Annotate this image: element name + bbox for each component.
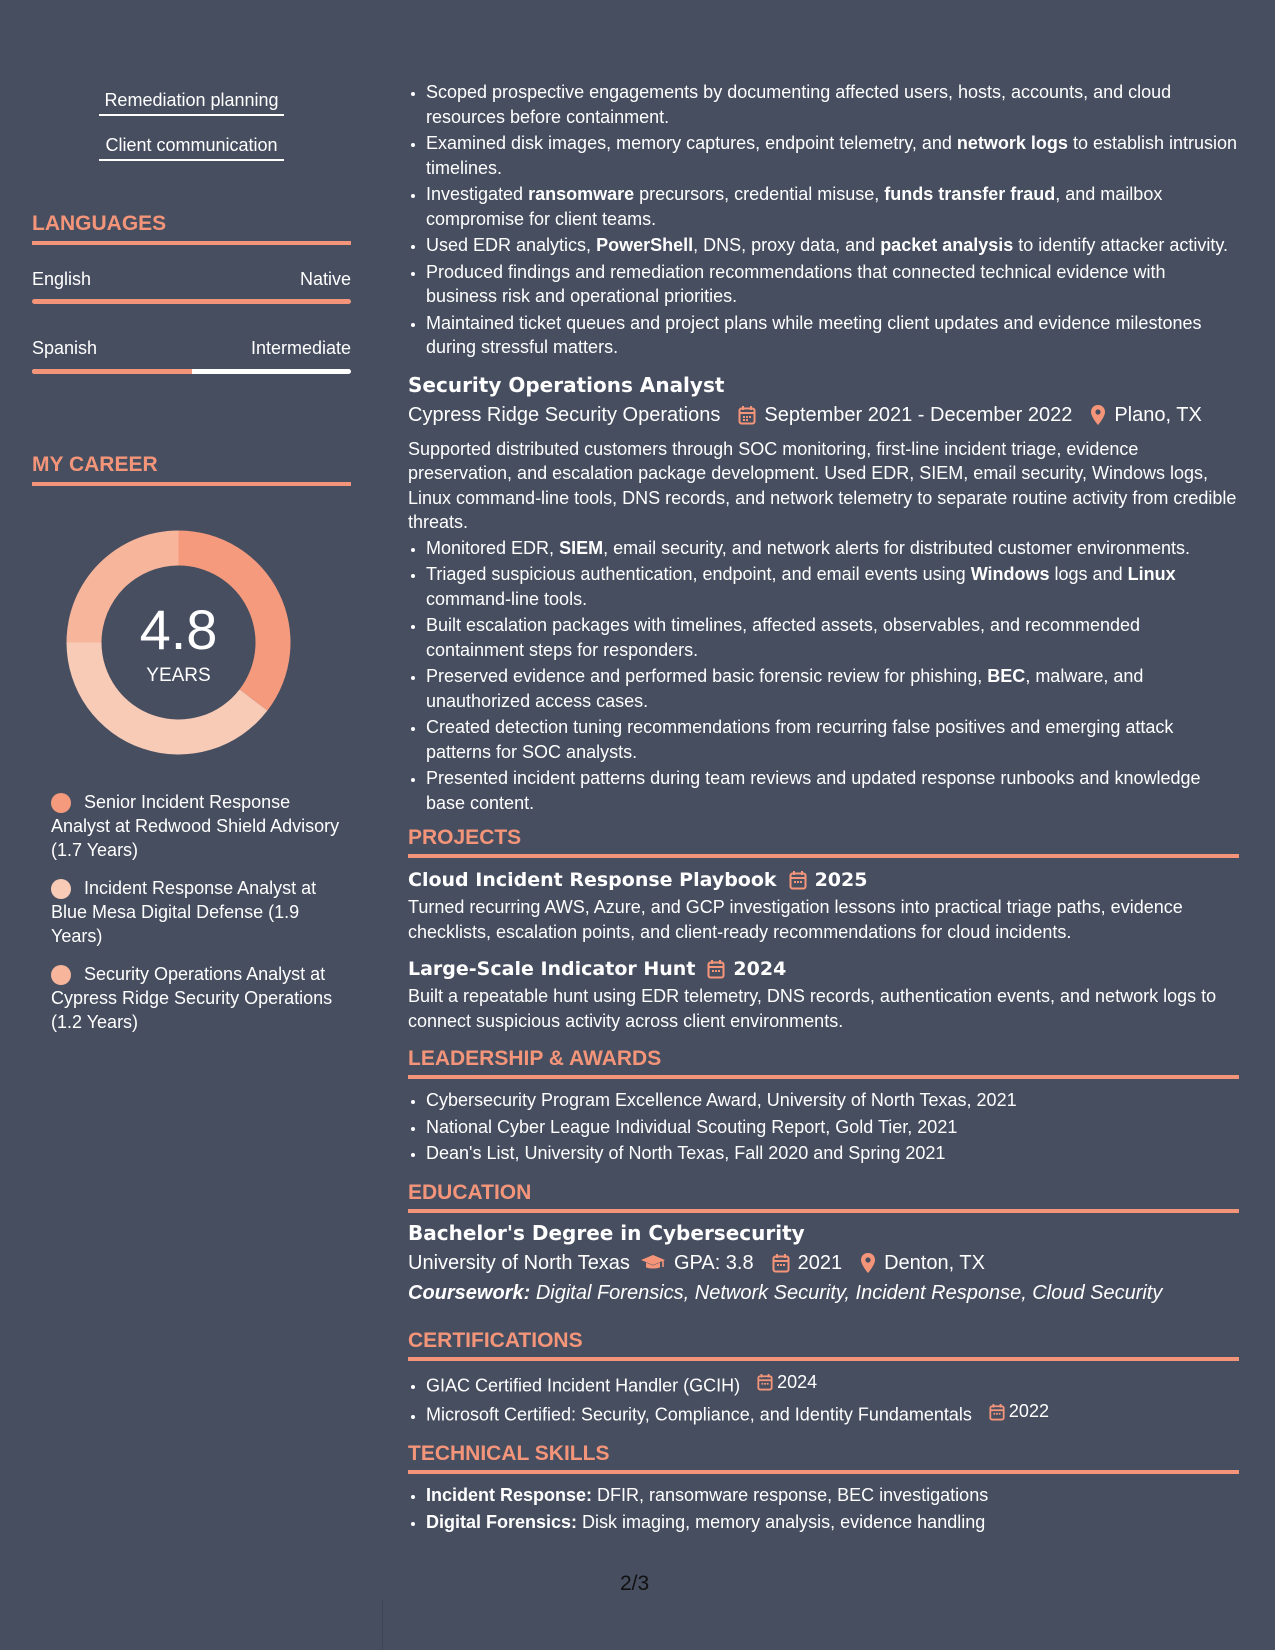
- project-description: Turned recurring AWS, Azure, and GCP investigation lessons into practical triage paths, evidence checklists, escalation points, and client-ready recommendations for cloud incidents.: [408, 897, 1183, 942]
- career-dot: [51, 879, 71, 899]
- leadership-list: [408, 1088, 1239, 1166]
- bullet-item: • Maintained ticket queues and project plans while meeting client updates and evidence milestones during stressful matters.: [426, 311, 1239, 360]
- language-bar-fill: [32, 299, 351, 304]
- technical-skills-heading: TECHNICAL SKILLS: [408, 1441, 1239, 1474]
- job-location: Plano, TX: [1114, 403, 1202, 426]
- career-legend-item: [51, 962, 341, 1034]
- graduation-year: 2021: [797, 1251, 843, 1274]
- language-bar-fill: [32, 369, 192, 374]
- calendar-icon: [757, 1373, 773, 1391]
- certification-year: 2022: [1008, 1401, 1049, 1422]
- project-description: Built a repeatable hunt using EDR telemetry, DNS records, authentication events, and network logs to connect suspicious activity across client environments.: [408, 986, 1217, 1031]
- calendar-icon: [789, 870, 807, 890]
- job-bullets: [408, 536, 1239, 816]
- job-summary: Supported distributed customers through SOC monitoring, first-line incident triage, evidence preservation, and escalation package development. Used EDR, SIEM, email security, Windows logs, Linux command-line tools, DNS records, and network telemetry to separate routine activity from credible threats.: [408, 438, 1237, 532]
- languages-heading: LANGUAGES: [32, 211, 351, 245]
- certification-item: [426, 1399, 1239, 1427]
- project-title: [408, 956, 1239, 982]
- skill-client-communication[interactable]: Client communication: [99, 133, 284, 161]
- bullet-item: • Triaged suspicious authentication, endpoint, and email events using Windows logs and Linux command-line tools.: [426, 562, 1239, 611]
- career-total-years: 4.8: [139, 598, 218, 661]
- project-name: Large-Scale Indicator Hunt: [408, 958, 696, 980]
- career-total-unit: YEARS: [146, 665, 211, 686]
- career-label: Senior Incident Response Analyst at Redwood Shield Advisory (1.7 Years): [51, 792, 340, 860]
- gpa: GPA: 3.8: [673, 1251, 754, 1274]
- certifications-list: [408, 1370, 1239, 1428]
- award-item: • Cybersecurity Program Excellence Award, University of North Texas, 2021: [426, 1088, 1239, 1113]
- coursework-list: Digital Forensics, Network Security, Incident Response, Cloud Security: [535, 1281, 1163, 1304]
- technical-skills-list: [408, 1483, 1239, 1534]
- career-legend-item: [51, 790, 341, 862]
- certification-name: GIAC Certified Incident Handler (GCIH): [426, 1374, 741, 1395]
- certification-year: 2024: [777, 1371, 818, 1392]
- job-dates: September 2021 - December 2022: [764, 403, 1073, 426]
- bullet-item: • Monitored EDR, SIEM, email security, and network alerts for distributed customer environments.: [426, 536, 1239, 561]
- job-company: Cypress Ridge Security Operations: [408, 403, 721, 426]
- project-name: Cloud Incident Response Playbook: [408, 869, 777, 891]
- career-legend: [51, 790, 341, 1048]
- career-label: Incident Response Analyst at Blue Mesa Digital Defense (1.9 Years): [51, 878, 317, 946]
- education-heading: EDUCATION: [408, 1180, 1239, 1213]
- skill-category: Digital Forensics:: [426, 1511, 578, 1532]
- certification-item: [426, 1370, 1239, 1398]
- language-name: Spanish: [32, 338, 98, 358]
- coursework: [408, 1280, 1239, 1306]
- bullet-item: • Created detection tuning recommendations from recurring false positives and emerging attack patterns for SOC analysts.: [426, 715, 1239, 764]
- calendar-icon: [707, 959, 725, 979]
- bullet-item: • Presented incident patterns during team reviews and updated response runbooks and knowledge base content.: [426, 766, 1239, 815]
- language-bar-english: [32, 299, 351, 304]
- school-name: University of North Texas: [408, 1251, 630, 1274]
- projects-heading: PROJECTS: [408, 825, 1239, 858]
- bullet-item: • Investigated ransomware precursors, credential misuse, funds transfer fraud, and mailbox compromise for client teams.: [426, 182, 1239, 231]
- bullet-item: • Used EDR analytics, PowerShell, DNS, proxy data, and packet analysis to identify attacker activity.: [426, 233, 1239, 258]
- bullet-item: • Examined disk images, memory captures, endpoint telemetry, and network logs to establish intrusion timelines.: [426, 131, 1239, 180]
- job-meta: [408, 402, 1239, 428]
- skill-remediation-planning[interactable]: Remediation planning: [99, 88, 284, 116]
- award-item: • National Cyber League Individual Scouting Report, Gold Tier, 2021: [426, 1115, 1239, 1140]
- award-item: • Dean's List, University of North Texas, Fall 2020 and Spring 2021: [426, 1141, 1239, 1166]
- project-year: 2025: [814, 869, 868, 891]
- certifications-heading: CERTIFICATIONS: [408, 1328, 1239, 1361]
- location-pin-icon: [860, 1252, 876, 1274]
- career-label: Security Operations Analyst at Cypress Ridge Security Operations (1.2 Years): [51, 964, 333, 1032]
- column-divider: [382, 1600, 383, 1650]
- skill-values: DFIR, ransomware response, BEC investigations: [597, 1485, 989, 1505]
- calendar-icon: [989, 1403, 1005, 1421]
- school-location: Denton, TX: [884, 1251, 985, 1274]
- skill-values: Disk imaging, memory analysis, evidence handling: [582, 1511, 986, 1532]
- language-level: Native: [299, 269, 351, 289]
- leadership-heading: LEADERSHIP & AWARDS: [408, 1046, 1239, 1079]
- project-title: [408, 867, 1239, 893]
- career-dot: [51, 965, 71, 985]
- technical-skill-item: [426, 1510, 1239, 1535]
- bullet-item: • Scoped prospective engagements by documenting affected users, hosts, accounts, and cloud resources before containment.: [426, 80, 1239, 129]
- language-bar-spanish: [32, 369, 351, 374]
- location-pin-icon: [1090, 404, 1106, 426]
- bullet-item: • Preserved evidence and performed basic forensic review for phishing, BEC, malware, and unauthorized access cases.: [426, 664, 1239, 713]
- language-name: English: [32, 269, 92, 289]
- main-column: [408, 0, 1239, 1536]
- calendar-icon: [738, 405, 756, 425]
- bullet-item: • Built escalation packages with timelines, affected assets, observables, and recommended containment steps for responders.: [426, 613, 1239, 662]
- job-title: Security Operations Analyst: [408, 372, 725, 397]
- sidebar: [32, 0, 351, 1650]
- calendar-icon: [772, 1253, 790, 1273]
- language-level: Intermediate: [250, 338, 351, 358]
- skill-category: Incident Response:: [426, 1485, 593, 1505]
- career-legend-item: [51, 876, 341, 948]
- project-year: 2024: [733, 958, 787, 980]
- coursework-label: Coursework:: [408, 1281, 531, 1304]
- technical-skill-item: [426, 1483, 1239, 1508]
- page-number: 2/3: [620, 1572, 650, 1595]
- experience-bullets: [408, 80, 1239, 360]
- graduation-cap-icon: [640, 1253, 666, 1273]
- certification-name: Microsoft Certified: Security, Compliance, and Identity Fundamentals: [426, 1404, 972, 1425]
- career-heading: MY CAREER: [32, 452, 351, 486]
- education-meta: [408, 1250, 1239, 1276]
- bullet-item: • Produced findings and remediation recommendations that connected technical evidence with business risk and operational priorities.: [426, 260, 1239, 309]
- degree-title: Bachelor's Degree in Cybersecurity: [408, 1220, 805, 1245]
- career-dot: [51, 793, 71, 813]
